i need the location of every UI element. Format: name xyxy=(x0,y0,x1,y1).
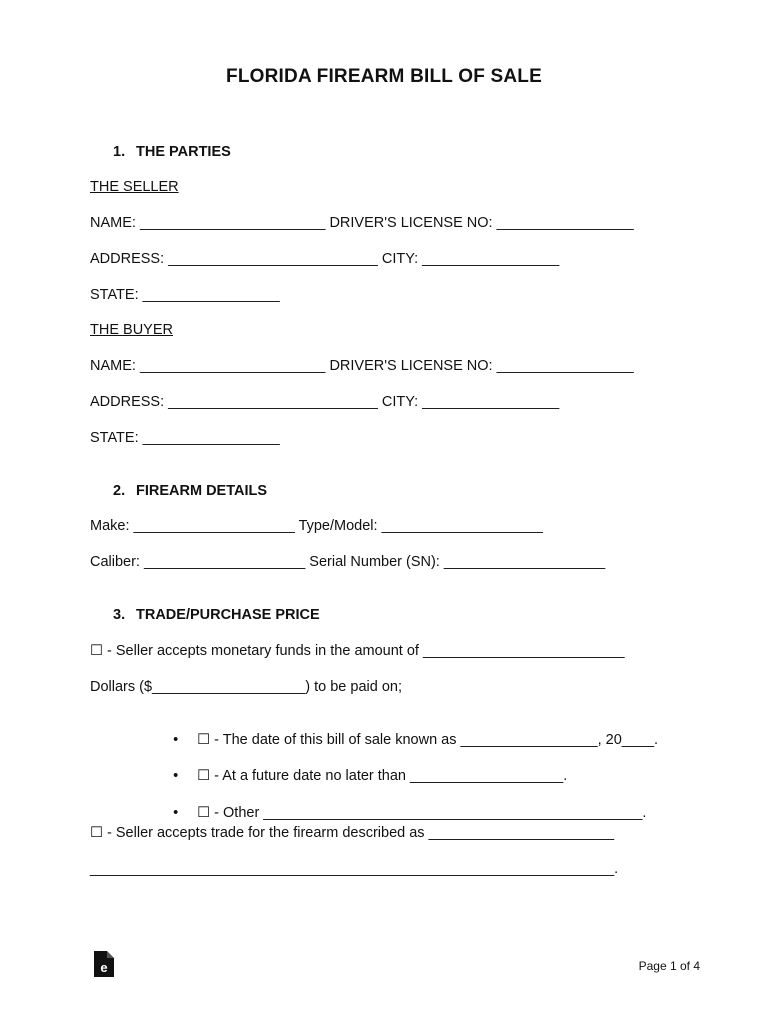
firearm-caliber-field[interactable]: Caliber: ____________________ Serial Number (SN): ____________________ xyxy=(90,554,606,570)
payment-option-text: ☐ - At a future date no later than ___________________. xyxy=(197,768,568,784)
bullet-icon: • xyxy=(173,732,179,748)
seller-state-field[interactable]: STATE: _________________ xyxy=(90,287,280,303)
section-title: FIREARM DETAILS xyxy=(136,483,268,499)
payment-option-text: ☐ - The date of this bill of sale known as _________________, 20____. xyxy=(197,732,659,748)
section-title: THE PARTIES xyxy=(136,144,231,160)
buyer-name-field[interactable]: NAME: _______________________ DRIVER'S LICENSE NO: _________________ xyxy=(90,358,634,374)
section-heading-firearm xyxy=(113,483,267,499)
trade-description-field[interactable]: _________________________________________________________________. xyxy=(90,861,619,877)
trade-option[interactable]: ☐ - Seller accepts trade for the firearm described as _______________________ xyxy=(90,825,615,841)
seller-label: THE SELLER xyxy=(90,179,179,195)
seller-address-field[interactable]: ADDRESS: __________________________ CITY: _________________ xyxy=(90,251,560,267)
section-heading-price xyxy=(113,607,320,623)
eforms-logo-icon xyxy=(93,950,115,978)
buyer-state-field[interactable]: STATE: _________________ xyxy=(90,430,280,446)
section-number: 2. xyxy=(113,483,126,499)
buyer-address-field[interactable]: ADDRESS: __________________________ CITY: _________________ xyxy=(90,394,560,410)
section-title: TRADE/PURCHASE PRICE xyxy=(136,607,320,623)
page-number: Page 1 of 4 xyxy=(638,959,700,973)
buyer-label: THE BUYER xyxy=(90,322,173,338)
payment-option-text: ☐ - Other _______________________________________________. xyxy=(197,805,647,821)
section-number: 1. xyxy=(113,144,126,160)
bullet-icon: • xyxy=(173,768,179,784)
dollars-field[interactable]: Dollars ($___________________) to be paid on; xyxy=(90,679,402,695)
svg-text:e: e xyxy=(100,960,108,975)
firearm-make-field[interactable]: Make: ____________________ Type/Model: ____________________ xyxy=(90,518,543,534)
document-title: FLORIDA FIREARM BILL OF SALE xyxy=(226,66,542,87)
seller-name-field[interactable]: NAME: _______________________ DRIVER'S LICENSE NO: _________________ xyxy=(90,215,634,231)
section-heading-parties xyxy=(113,144,231,160)
section-number: 3. xyxy=(113,607,126,623)
monetary-funds-option[interactable]: ☐ - Seller accepts monetary funds in the amount of _________________________ xyxy=(90,643,625,659)
bullet-icon: • xyxy=(173,805,179,821)
